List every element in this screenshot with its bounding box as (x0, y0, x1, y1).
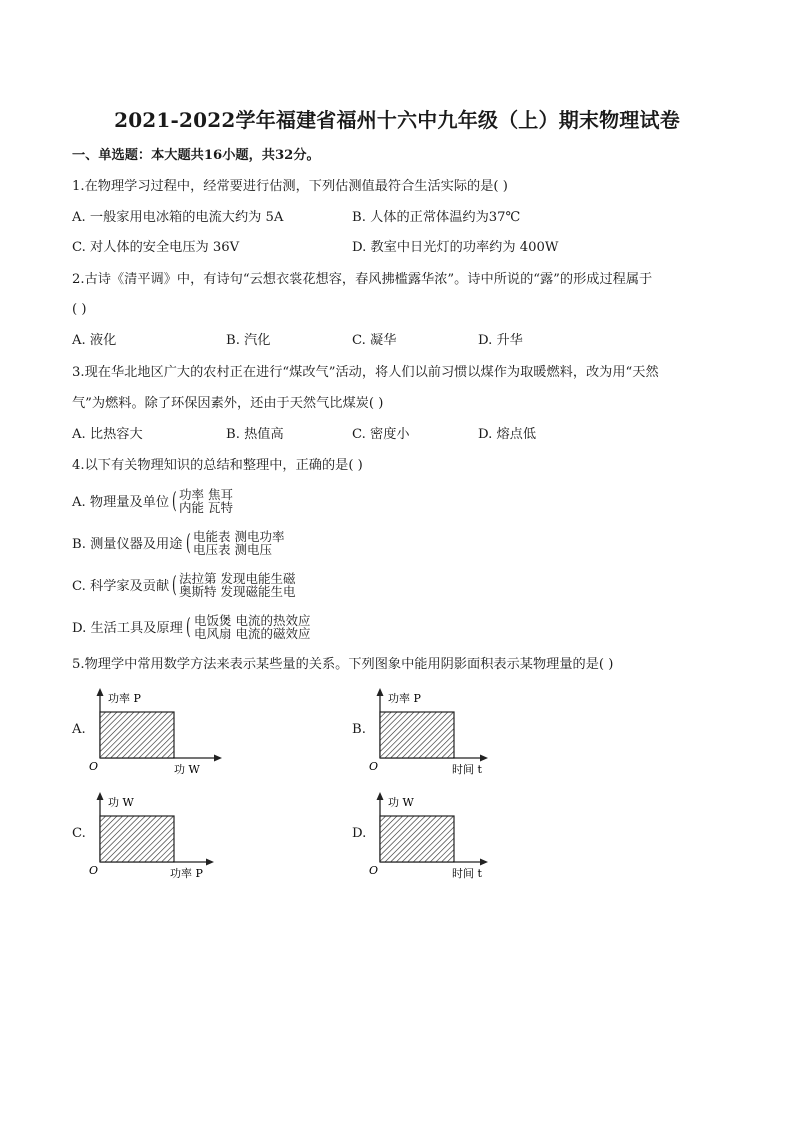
option-label: A. 物理量及单位 (72, 495, 170, 510)
option-stack (179, 572, 295, 598)
question-3-option-c: C. 密度小 (352, 427, 410, 442)
question-4-stem: 4.以下有关物理知识的总结和整理中，正确的是( ) (72, 458, 363, 473)
brace-paren: ( (186, 615, 191, 640)
option-label: B. 测量仪器及用途 (72, 537, 183, 552)
stack-row-1: 法拉第 发现电能生磁 (179, 571, 296, 586)
stack-row-2: 内能 瓦特 (179, 500, 233, 515)
question-2-stem-cont: ( ) (72, 302, 87, 317)
question-2-option-a: A. 液化 (72, 333, 117, 348)
option-stack (193, 530, 284, 556)
y-axis-label: 功 W (108, 796, 134, 809)
shaded-area (380, 816, 454, 862)
option-label: C. 科学家及贡献 (72, 579, 170, 594)
question-3-option-a: A. 比热容大 (72, 427, 143, 442)
question-1-option-c: C. 对人体的安全电压为 36V (72, 240, 240, 255)
stack-row-1: 功率 焦耳 (179, 487, 233, 502)
question-4-option-b (72, 528, 352, 562)
question-1-stem: 1.在物理学习过程中，经常要进行估测，下列估测值最符合生活实际的是( ) (72, 179, 508, 194)
x-axis-arrow-icon (214, 755, 222, 762)
stack-row-2: 电风扇 电流的磁效应 (194, 626, 311, 641)
x-axis-arrow-icon (480, 859, 488, 866)
question-5-option-d-letter: D. (352, 826, 367, 841)
question-5-graph-a (86, 686, 226, 778)
question-5-graph-c (86, 790, 226, 882)
stack-row-2: 奥斯特 发现磁能生电 (179, 584, 296, 599)
question-4-option-d (72, 612, 372, 646)
x-axis-arrow-icon (480, 755, 488, 762)
stack-row-1: 电能表 测电功率 (193, 529, 285, 544)
x-axis-label: 时间 t (452, 763, 482, 776)
y-axis-arrow-icon (97, 688, 104, 696)
page-title: 2021-2022学年福建省福州十六中九年级（上）期末物理试卷 (114, 108, 680, 132)
brace-paren: ( (172, 489, 177, 514)
shaded-area (100, 816, 174, 862)
question-5-graph-d (366, 790, 506, 882)
question-5-option-b-letter: B. (352, 722, 366, 737)
section-heading: 一、单选题：本大题共16小题，共32分。 (72, 148, 320, 163)
question-2-option-c: C. 凝华 (352, 333, 397, 348)
x-axis-label: 时间 t (452, 867, 482, 880)
question-2-stem: 2.古诗《清平调》中，有诗句“云想衣裳花想容，春风拂槛露华浓”。诗中所说的“露”的形成过程属于 (72, 272, 653, 287)
question-1-option-b: B. 人体的正常体温约为37℃ (352, 210, 521, 225)
x-axis-arrow-icon (206, 859, 214, 866)
question-5-stem: 5.物理学中常用数学方法来表示某些量的关系。下列图象中能用阴影面积表示某物理量的是( ) (72, 657, 614, 672)
question-2-option-d: D. 升华 (478, 333, 523, 348)
stack-row-2: 电压表 测电压 (193, 542, 272, 557)
question-4-option-a (72, 486, 332, 520)
brace-paren: ( (186, 531, 191, 556)
shaded-area (100, 712, 174, 758)
question-4-option-c (72, 570, 372, 604)
y-axis-arrow-icon (377, 688, 384, 696)
origin-label: O (369, 760, 379, 773)
question-3-stem: 3.现在华北地区广大的农村正在进行“煤改气”活动，将人们以前习惯以煤作为取暖燃料，改为用“天然 (72, 365, 659, 380)
question-5-option-a-letter: A. (72, 722, 86, 737)
question-3-option-b: B. 热值高 (226, 427, 284, 442)
y-axis-label: 功率 P (108, 692, 141, 705)
question-2-option-b: B. 汽化 (226, 333, 271, 348)
question-1-option-a: A. 一般家用电冰箱的电流大约为 5A (72, 210, 284, 225)
shaded-area (380, 712, 454, 758)
y-axis-label: 功率 P (388, 692, 421, 705)
option-label: D. 生活工具及原理 (72, 621, 183, 636)
question-3-option-d: D. 熔点低 (478, 427, 537, 442)
x-axis-label: 功 W (174, 763, 200, 776)
origin-label: O (89, 760, 99, 773)
question-5-option-c-letter: C. (72, 826, 86, 841)
stack-row-1: 电饭煲 电流的热效应 (194, 613, 311, 628)
question-1-option-d: D. 教室中日光灯的功率约为 400W (352, 240, 559, 255)
option-stack (194, 614, 310, 640)
origin-label: O (89, 864, 99, 877)
y-axis-arrow-icon (97, 792, 104, 800)
option-stack (179, 488, 233, 514)
x-axis-label: 功率 P (170, 867, 203, 880)
y-axis-arrow-icon (377, 792, 384, 800)
origin-label: O (369, 864, 379, 877)
question-3-stem-cont: 气”为燃料。除了环保因素外，还由于天然气比煤炭( ) (72, 396, 384, 411)
y-axis-label: 功 W (388, 796, 414, 809)
brace-paren: ( (172, 573, 177, 598)
question-5-graph-b (366, 686, 506, 778)
